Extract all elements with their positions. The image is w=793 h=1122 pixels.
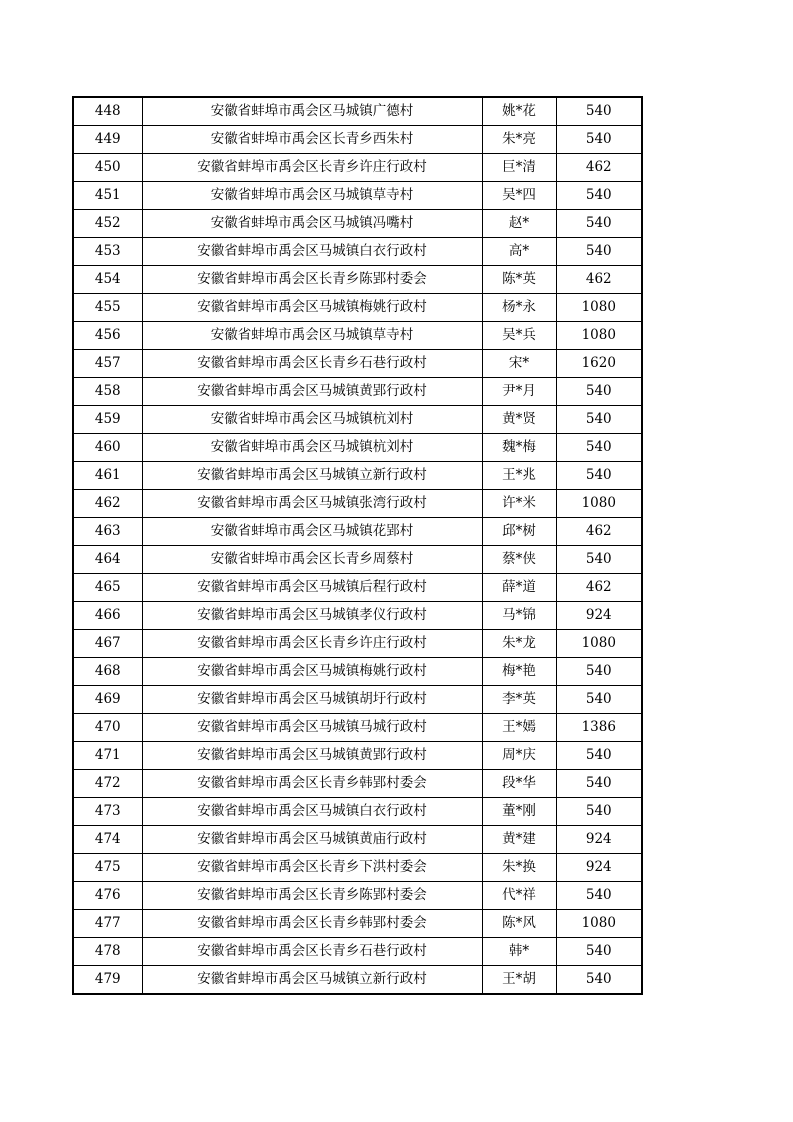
name-cell: 吴*四 — [482, 182, 556, 210]
table-row — [73, 686, 642, 714]
table-row — [73, 210, 642, 238]
row-number-cell: 478 — [73, 938, 142, 966]
table-row — [73, 742, 642, 770]
address-cell: 安徽省蚌埠市禹会区马城镇马城行政村 — [142, 714, 482, 742]
address-cell: 安徽省蚌埠市禹会区马城镇立新行政村 — [142, 462, 482, 490]
row-number-cell: 457 — [73, 350, 142, 378]
table-row — [73, 350, 642, 378]
table-row — [73, 322, 642, 350]
address-cell: 安徽省蚌埠市禹会区马城镇梅姚行政村 — [142, 294, 482, 322]
row-number-cell: 472 — [73, 770, 142, 798]
address-cell: 安徽省蚌埠市禹会区马城镇广德村 — [142, 97, 482, 126]
address-cell: 安徽省蚌埠市禹会区长青乡陈郢村委会 — [142, 266, 482, 294]
table-row — [73, 826, 642, 854]
name-cell: 陈*英 — [482, 266, 556, 294]
row-number-cell: 449 — [73, 126, 142, 154]
recipient-table-body — [73, 97, 642, 994]
address-cell: 安徽省蚌埠市禹会区马城镇黄庙行政村 — [142, 826, 482, 854]
table-row — [73, 658, 642, 686]
row-number-cell: 473 — [73, 798, 142, 826]
row-number-cell: 462 — [73, 490, 142, 518]
row-number-cell: 474 — [73, 826, 142, 854]
name-cell: 邱*树 — [482, 518, 556, 546]
amount-cell: 540 — [556, 686, 642, 714]
name-cell: 代*祥 — [482, 882, 556, 910]
name-cell: 尹*月 — [482, 378, 556, 406]
row-number-cell: 471 — [73, 742, 142, 770]
address-cell: 安徽省蚌埠市禹会区长青乡韩郢村委会 — [142, 910, 482, 938]
name-cell: 朱*亮 — [482, 126, 556, 154]
name-cell: 薛*道 — [482, 574, 556, 602]
row-number-cell: 465 — [73, 574, 142, 602]
name-cell: 段*华 — [482, 770, 556, 798]
row-number-cell: 455 — [73, 294, 142, 322]
row-number-cell: 453 — [73, 238, 142, 266]
address-cell: 安徽省蚌埠市禹会区马城镇冯嘴村 — [142, 210, 482, 238]
name-cell: 黄*贤 — [482, 406, 556, 434]
name-cell: 宋* — [482, 350, 556, 378]
amount-cell: 1080 — [556, 910, 642, 938]
address-cell: 安徽省蚌埠市禹会区马城镇杭刘村 — [142, 434, 482, 462]
table-row — [73, 518, 642, 546]
amount-cell: 462 — [556, 154, 642, 182]
amount-cell: 540 — [556, 378, 642, 406]
amount-cell: 540 — [556, 434, 642, 462]
row-number-cell: 469 — [73, 686, 142, 714]
row-number-cell: 448 — [73, 97, 142, 126]
amount-cell: 462 — [556, 574, 642, 602]
amount-cell: 1386 — [556, 714, 642, 742]
row-number-cell: 459 — [73, 406, 142, 434]
recipient-table — [72, 96, 643, 995]
row-number-cell: 479 — [73, 966, 142, 995]
table-row — [73, 238, 642, 266]
amount-cell: 540 — [556, 462, 642, 490]
address-cell: 安徽省蚌埠市禹会区长青乡周蔡村 — [142, 546, 482, 574]
table-row — [73, 630, 642, 658]
table-row — [73, 938, 642, 966]
amount-cell: 540 — [556, 658, 642, 686]
address-cell: 安徽省蚌埠市禹会区马城镇胡圩行政村 — [142, 686, 482, 714]
table-row — [73, 602, 642, 630]
address-cell: 安徽省蚌埠市禹会区马城镇草寺村 — [142, 182, 482, 210]
table-row — [73, 798, 642, 826]
table-row — [73, 882, 642, 910]
address-cell: 安徽省蚌埠市禹会区长青乡下洪村委会 — [142, 854, 482, 882]
address-cell: 安徽省蚌埠市禹会区马城镇白衣行政村 — [142, 238, 482, 266]
amount-cell: 1080 — [556, 490, 642, 518]
table-row — [73, 770, 642, 798]
name-cell: 赵* — [482, 210, 556, 238]
address-cell: 安徽省蚌埠市禹会区长青乡石巷行政村 — [142, 350, 482, 378]
amount-cell: 540 — [556, 966, 642, 995]
table-row — [73, 966, 642, 995]
table-row — [73, 910, 642, 938]
address-cell: 安徽省蚌埠市禹会区长青乡韩郢村委会 — [142, 770, 482, 798]
row-number-cell: 452 — [73, 210, 142, 238]
name-cell: 王*兆 — [482, 462, 556, 490]
amount-cell: 1080 — [556, 630, 642, 658]
name-cell: 李*英 — [482, 686, 556, 714]
address-cell: 安徽省蚌埠市禹会区马城镇花郢村 — [142, 518, 482, 546]
amount-cell: 540 — [556, 742, 642, 770]
address-cell: 安徽省蚌埠市禹会区马城镇梅姚行政村 — [142, 658, 482, 686]
row-number-cell: 475 — [73, 854, 142, 882]
table-row — [73, 154, 642, 182]
address-cell: 安徽省蚌埠市禹会区长青乡石巷行政村 — [142, 938, 482, 966]
amount-cell: 540 — [556, 238, 642, 266]
amount-cell: 1080 — [556, 294, 642, 322]
amount-cell: 924 — [556, 826, 642, 854]
name-cell: 许*米 — [482, 490, 556, 518]
table-row — [73, 854, 642, 882]
row-number-cell: 466 — [73, 602, 142, 630]
row-number-cell: 456 — [73, 322, 142, 350]
amount-cell: 462 — [556, 266, 642, 294]
address-cell: 安徽省蚌埠市禹会区长青乡陈郢村委会 — [142, 882, 482, 910]
name-cell: 董*刚 — [482, 798, 556, 826]
amount-cell: 540 — [556, 126, 642, 154]
address-cell: 安徽省蚌埠市禹会区马城镇黄郢行政村 — [142, 378, 482, 406]
amount-cell: 1080 — [556, 322, 642, 350]
table-row — [73, 462, 642, 490]
row-number-cell: 461 — [73, 462, 142, 490]
address-cell: 安徽省蚌埠市禹会区长青乡许庄行政村 — [142, 154, 482, 182]
amount-cell: 540 — [556, 882, 642, 910]
address-cell: 安徽省蚌埠市禹会区马城镇白衣行政村 — [142, 798, 482, 826]
row-number-cell: 464 — [73, 546, 142, 574]
name-cell: 周*庆 — [482, 742, 556, 770]
table-row — [73, 266, 642, 294]
name-cell: 高* — [482, 238, 556, 266]
name-cell: 姚*花 — [482, 97, 556, 126]
name-cell: 吴*兵 — [482, 322, 556, 350]
name-cell: 梅*艳 — [482, 658, 556, 686]
name-cell: 陈*风 — [482, 910, 556, 938]
address-cell: 安徽省蚌埠市禹会区马城镇草寺村 — [142, 322, 482, 350]
table-row — [73, 574, 642, 602]
table-row — [73, 378, 642, 406]
amount-cell: 1620 — [556, 350, 642, 378]
row-number-cell: 458 — [73, 378, 142, 406]
row-number-cell: 468 — [73, 658, 142, 686]
address-cell: 安徽省蚌埠市禹会区马城镇张湾行政村 — [142, 490, 482, 518]
row-number-cell: 467 — [73, 630, 142, 658]
address-cell: 安徽省蚌埠市禹会区马城镇孝仪行政村 — [142, 602, 482, 630]
row-number-cell: 477 — [73, 910, 142, 938]
amount-cell: 924 — [556, 854, 642, 882]
row-number-cell: 470 — [73, 714, 142, 742]
amount-cell: 540 — [556, 210, 642, 238]
address-cell: 安徽省蚌埠市禹会区长青乡许庄行政村 — [142, 630, 482, 658]
name-cell: 黄*建 — [482, 826, 556, 854]
row-number-cell: 454 — [73, 266, 142, 294]
address-cell: 安徽省蚌埠市禹会区马城镇立新行政村 — [142, 966, 482, 995]
name-cell: 王*嫣 — [482, 714, 556, 742]
name-cell: 杨*永 — [482, 294, 556, 322]
amount-cell: 924 — [556, 602, 642, 630]
name-cell: 王*胡 — [482, 966, 556, 995]
row-number-cell: 450 — [73, 154, 142, 182]
amount-cell: 540 — [556, 406, 642, 434]
table-row — [73, 714, 642, 742]
amount-cell: 540 — [556, 546, 642, 574]
table-row — [73, 97, 642, 126]
table-row — [73, 490, 642, 518]
row-number-cell: 460 — [73, 434, 142, 462]
amount-cell: 540 — [556, 938, 642, 966]
name-cell: 魏*梅 — [482, 434, 556, 462]
name-cell: 韩* — [482, 938, 556, 966]
amount-cell: 540 — [556, 798, 642, 826]
name-cell: 朱*换 — [482, 854, 556, 882]
row-number-cell: 476 — [73, 882, 142, 910]
amount-cell: 540 — [556, 182, 642, 210]
amount-cell: 462 — [556, 518, 642, 546]
name-cell: 巨*清 — [482, 154, 556, 182]
name-cell: 蔡*侠 — [482, 546, 556, 574]
address-cell: 安徽省蚌埠市禹会区长青乡西朱村 — [142, 126, 482, 154]
row-number-cell: 463 — [73, 518, 142, 546]
table-row — [73, 294, 642, 322]
address-cell: 安徽省蚌埠市禹会区马城镇杭刘村 — [142, 406, 482, 434]
table-row — [73, 126, 642, 154]
row-number-cell: 451 — [73, 182, 142, 210]
address-cell: 安徽省蚌埠市禹会区马城镇后程行政村 — [142, 574, 482, 602]
table-row — [73, 182, 642, 210]
table-row — [73, 546, 642, 574]
amount-cell: 540 — [556, 770, 642, 798]
amount-cell: 540 — [556, 97, 642, 126]
name-cell: 朱*龙 — [482, 630, 556, 658]
table-row — [73, 434, 642, 462]
address-cell: 安徽省蚌埠市禹会区马城镇黄郢行政村 — [142, 742, 482, 770]
table-row — [73, 406, 642, 434]
name-cell: 马*锦 — [482, 602, 556, 630]
